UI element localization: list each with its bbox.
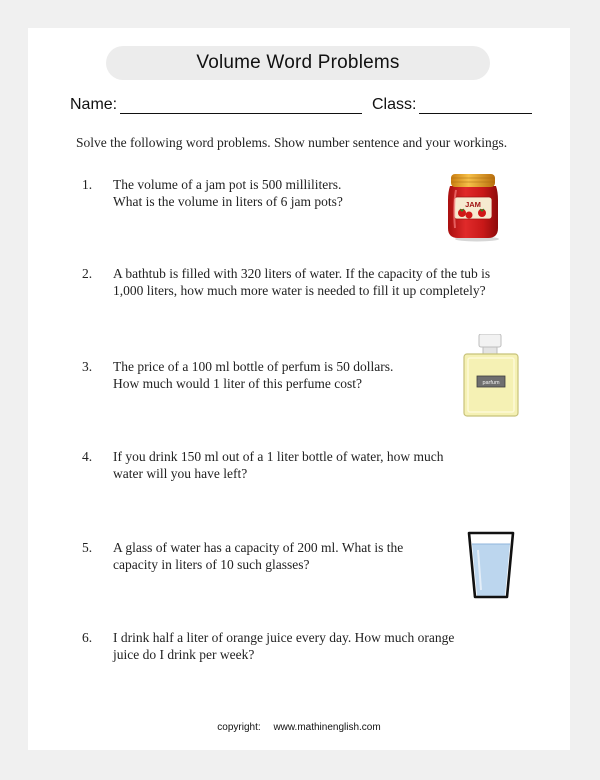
name-blank-line[interactable] <box>120 113 362 114</box>
question-line: The price of a 100 ml bottle of perfum is 50 dollars. <box>113 359 394 374</box>
question-line: juice do I drink per week? <box>113 647 255 662</box>
question-line: 1,000 liters, how much more water is needed to fill it up completely? <box>113 283 486 298</box>
jam-jar-icon <box>442 170 504 242</box>
perfume-label: parfum <box>482 380 500 386</box>
water-glass-icon <box>466 530 516 600</box>
question-line: A glass of water has a capacity of 200 ml. What is the <box>113 540 404 555</box>
question-number: 2. <box>82 266 93 281</box>
question-number: 4. <box>82 449 93 464</box>
question-line: How much would 1 liter of this perfume cost? <box>113 376 362 391</box>
name-label: Name: <box>70 96 118 113</box>
question-line: I drink half a liter of orange juice every day. How much orange <box>113 630 455 645</box>
question-number: 1. <box>82 177 93 192</box>
question-line: water will you have left? <box>113 466 248 481</box>
name-class-row <box>70 96 532 118</box>
footer <box>28 722 570 733</box>
question-line: capacity in liters of 10 such glasses? <box>113 557 310 572</box>
title-banner <box>106 46 490 80</box>
question-number: 5. <box>82 540 93 555</box>
class-blank-line[interactable] <box>419 113 532 114</box>
instructions-text: Solve the following word problems. Show number sentence and your workings. <box>76 135 508 150</box>
perfume-bottle-icon <box>460 334 522 418</box>
page-title: Volume Word Problems <box>196 52 400 73</box>
question-line: If you drink 150 ml out of a 1 liter bottle of water, how much <box>113 449 444 464</box>
copyright-label: copyright: <box>217 722 261 733</box>
question-number: 3. <box>82 359 93 374</box>
footer-site-link[interactable]: www.mathinenglish.com <box>273 722 381 733</box>
class-label: Class: <box>372 96 417 113</box>
question-number: 6. <box>82 630 93 645</box>
worksheet-page <box>28 28 570 750</box>
question-line: A bathtub is filled with 320 liters of water. If the capacity of the tub is <box>113 266 491 281</box>
question-line: What is the volume in liters of 6 jam pots? <box>113 194 343 209</box>
question-line: The volume of a jam pot is 500 milliliters. <box>113 177 342 192</box>
jam-label: JAM <box>465 200 481 209</box>
